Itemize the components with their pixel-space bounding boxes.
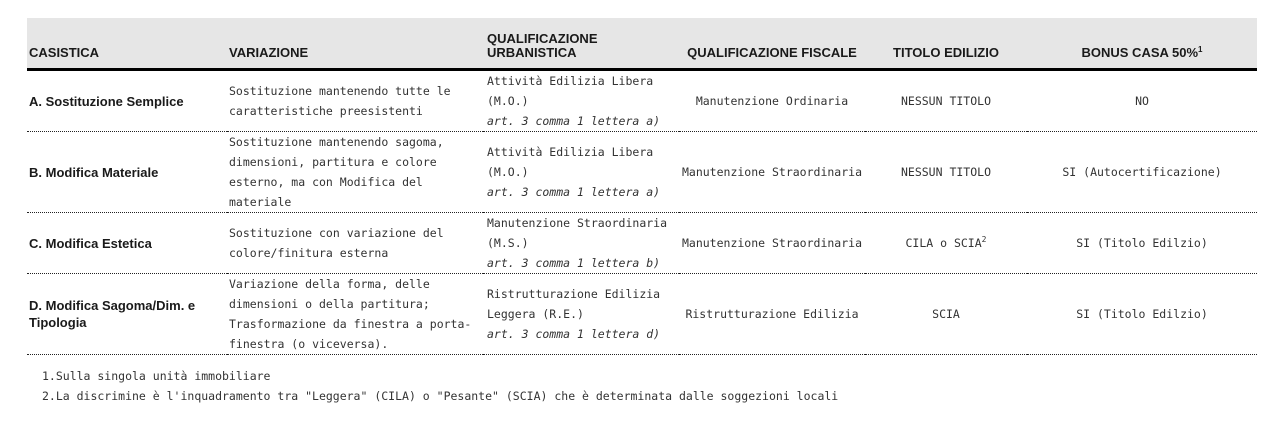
header-qualificazione-fiscale: QUALIFICAZIONE FISCALE	[679, 18, 865, 70]
cell-variazione: Sostituzione mantenendo sagoma, dimensioni, partitura e colore esterno, ma con Modifica del materiale	[227, 132, 483, 213]
footnote-ref-2: 2	[981, 235, 987, 244]
header-variazione: VARIAZIONE	[227, 18, 483, 70]
table-row	[27, 213, 1257, 274]
cell-urbanistica: Manutenzione Straordinaria (M.S.) art. 3 comma 1 lettera b)	[483, 213, 679, 274]
footnote-2: 2.La discrimine è l'inquadramento tra "Leggera" (CILA) o "Pesante" (SCIA) che è determinata dalle soggezioni locali	[42, 389, 839, 403]
cell-casistica: C. Modifica Estetica	[27, 213, 227, 274]
window-replacement-table	[27, 18, 1257, 355]
table-row	[27, 274, 1257, 355]
cell-fiscale: Manutenzione Straordinaria	[679, 132, 865, 213]
cell-bonus: SI (Titolo Edilzio)	[1027, 274, 1257, 355]
comparison-table-container	[27, 18, 1257, 355]
table-row	[27, 70, 1257, 132]
footnotes	[42, 366, 838, 406]
cell-bonus: NO	[1027, 70, 1257, 132]
cell-variazione: Sostituzione mantenendo tutte le caratteristiche preesistenti	[227, 70, 483, 132]
header-qualificazione-urbanistica: QUALIFICAZIONE URBANISTICA	[483, 18, 679, 70]
cell-titolo: NESSUN TITOLO	[865, 70, 1027, 132]
cell-urbanistica: Ristrutturazione Edilizia Leggera (R.E.) art. 3 comma 1 lettera d)	[483, 274, 679, 355]
cell-bonus: SI (Titolo Edilzio)	[1027, 213, 1257, 274]
footnote-1: 1.Sulla singola unità immobiliare	[42, 369, 271, 383]
header-casistica: CASISTICA	[27, 18, 227, 70]
cell-titolo: SCIA	[865, 274, 1027, 355]
cell-variazione: Variazione della forma, delle dimensioni o della partitura; Trasformazione da finestra a porta-finestra (o viceversa).	[227, 274, 483, 355]
cell-titolo: NESSUN TITOLO	[865, 132, 1027, 213]
cell-fiscale: Manutenzione Straordinaria	[679, 213, 865, 274]
cell-urbanistica: Attività Edilizia Libera (M.O.) art. 3 comma 1 lettera a)	[483, 70, 679, 132]
cell-casistica: D. Modifica Sagoma/Dim. e Tipologia	[27, 274, 227, 355]
cell-bonus: SI (Autocertificazione)	[1027, 132, 1257, 213]
table-row	[27, 132, 1257, 213]
header-row	[27, 18, 1257, 70]
cell-titolo: CILA o SCIA$^2$	[865, 213, 1027, 274]
cell-fiscale: Ristrutturazione Edilizia	[679, 274, 865, 355]
cell-casistica: A. Sostituzione Semplice	[27, 70, 227, 132]
cell-urbanistica: Attività Edilizia Libera (M.O.) art. 3 comma 1 lettera a)	[483, 132, 679, 213]
cell-casistica: B. Modifica Materiale	[27, 132, 227, 213]
cell-variazione: Sostituzione con variazione del colore/finitura esterna	[227, 213, 483, 274]
footnote-ref-1: 1	[1198, 45, 1203, 54]
header-bonus-casa: BONUS CASA 50%$^1$	[1027, 18, 1257, 70]
cell-fiscale: Manutenzione Ordinaria	[679, 70, 865, 132]
header-titolo-edilizio: TITOLO EDILIZIO	[865, 18, 1027, 70]
